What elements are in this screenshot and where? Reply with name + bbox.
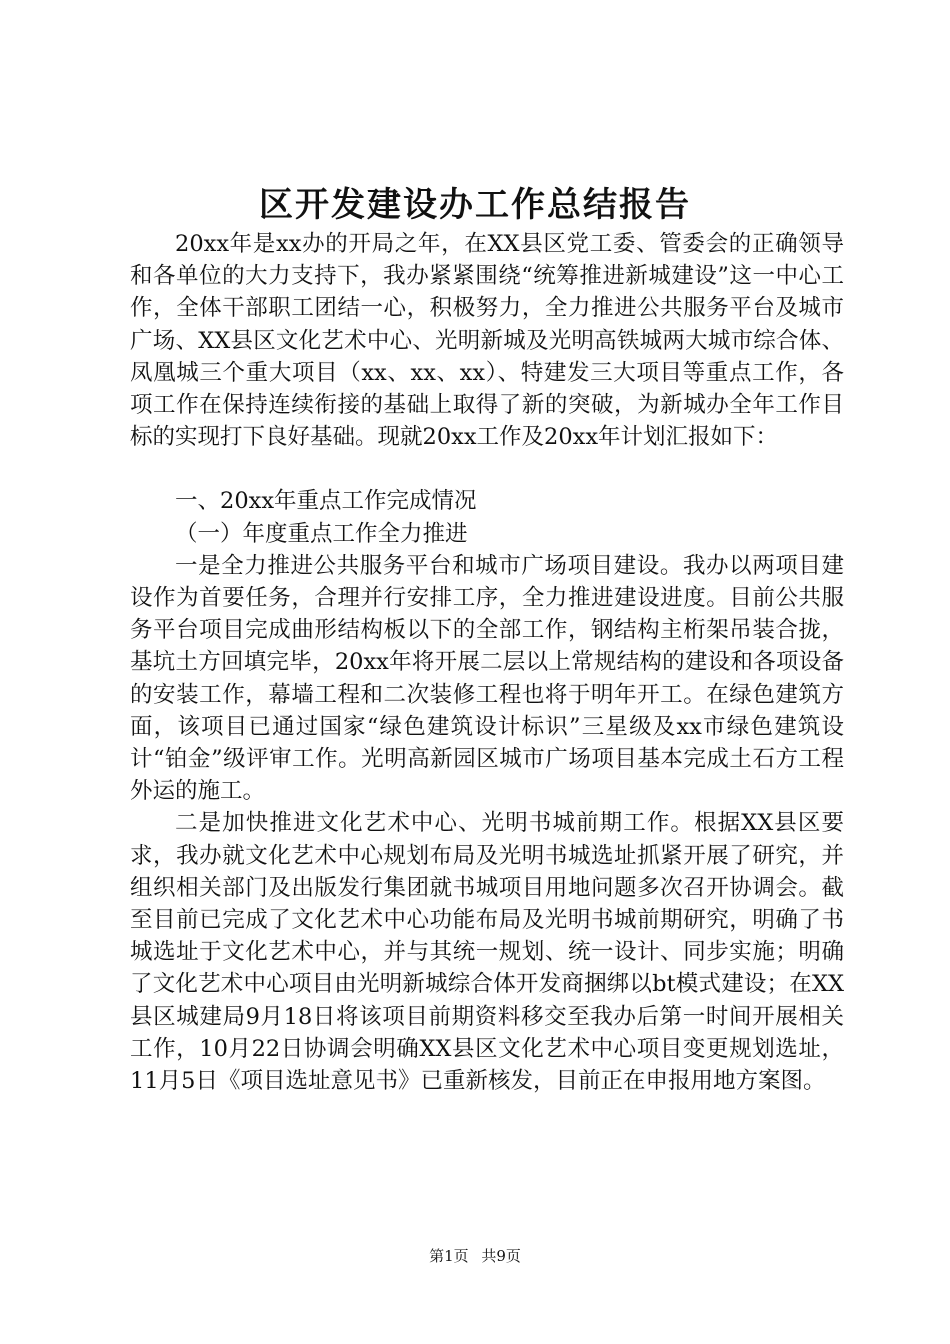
document-title: 区开发建设办工作总结报告 <box>259 185 691 225</box>
page-footer <box>0 1246 950 1266</box>
intro-paragraph: 20xx年是xx办的开局之年，在XX县区党工委、管委会的正确领导和各单位的大力支持下，我办紧紧围绕“统筹推进新城建设”这一中心工作，全体干部职工团结一心，积极努力，全力推进公共服务平台及城市广场、XX县区文化艺术中心、光明新城及光明高铁城两大城市综合体、凤凰城三个重大项目（xx、xx、xx）、特建发三大项目等重点工作，各项工作在保持连续衔接的基础上取得了新的突破，为新城办全年工作目标的实现打下良好基础。现就20xx工作及20xx年计划汇报如下： <box>130 231 844 451</box>
body-paragraph: 一是全力推进公共服务平台和城市广场项目建设。我办以两项目建设作为首要任务，合理并行安排工序，全力推进建设进度。目前公共服务平台项目完成曲形结构板以下的全部工作，钢结构主桁架吊装合拢，基坑土方回填完毕，20xx年将开展二层以上常规结构的建设和各项设备的安装工作，幕墙工程和二次装修工程也将于明年开工。在绿色建筑方面，该项目已通过国家“绿色建筑设计标识”三星级及xx市绿色建筑设计“铂金”级评审工作。光明高新园区城市广场项目基本完成土石方工程外运的施工。 <box>130 552 844 805</box>
page-total: 共9页 <box>481 1247 521 1265</box>
page-number: 第1页 <box>429 1247 469 1265</box>
body-paragraph: 二是加快推进文化艺术中心、光明书城前期工作。根据XX县区要求，我办就文化艺术中心规划布局及光明书城选址抓紧开展了研究，并组织相关部门及出版发行集团就书城项目用地问题多次召开协调会。截至目前已完成了文化艺术中心功能布局及光明书城前期研究，明确了书城选址于文化艺术中心，并与其统一规划、统一设计、同步实施；明确了文化艺术中心项目由光明新城综合体开发商捆绑以bt模式建设；在XX县区城建局9月18日将该项目前期资料移交至我办后第一时间开展相关工作，10月22日协调会明确XX县区文化艺术中心项目变更规划选址，11月5日《项目选址意见书》已重新核发，目前正在申报用地方案图。 <box>130 810 844 1095</box>
subsection-heading: （一）年度重点工作全力推进 <box>175 520 468 547</box>
section-heading: 一、20xx年重点工作完成情况 <box>175 488 477 515</box>
document-body <box>130 228 844 1097</box>
